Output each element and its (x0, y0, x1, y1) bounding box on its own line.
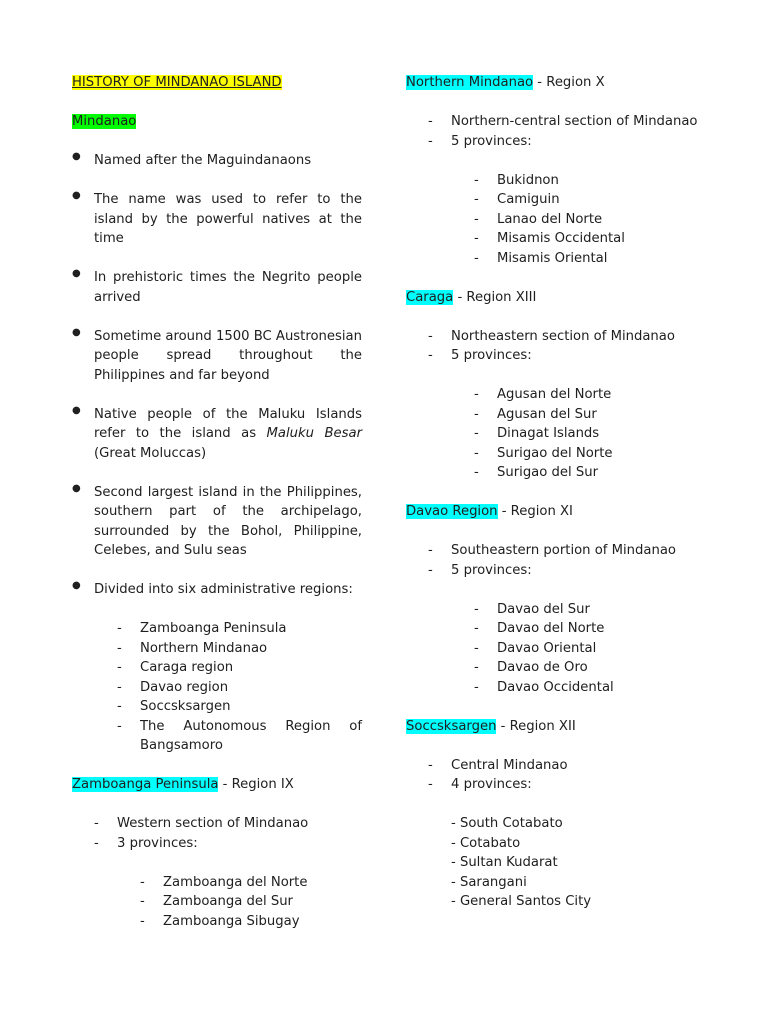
bullet-icon: ● (72, 326, 81, 338)
bullet-icon: ● (72, 151, 81, 162)
bullet-icon: ● (72, 190, 81, 201)
province-item: - Davao Oriental (474, 640, 597, 656)
region-heading-caraga: Caraga - Region XIII (406, 289, 537, 305)
region-desc: - Western section of Mindanao (94, 816, 309, 831)
region-item: - Northern Mindanao (117, 640, 268, 656)
region-desc: - Southeastern portion of Mindanao (428, 543, 676, 558)
italic-term: Maluku Besar (266, 426, 362, 441)
province-item: - Bukidnon (474, 172, 559, 188)
region-heading-davao: Davao Region - Region XI (406, 504, 573, 519)
province-count: - 4 provinces: (428, 777, 532, 792)
province-count: - 5 provinces: (428, 133, 532, 149)
bullet-icon: ● (72, 482, 81, 494)
bullet-item: ● Native people of the Maluku Islands refer to the island as Maluku Besar (Great Moluccas) (72, 405, 362, 464)
region-item: - Caraga region (117, 660, 234, 675)
document-title: HISTORY OF MINDANAO ISLAND (72, 75, 282, 90)
province-count: - 3 provinces: (94, 835, 198, 851)
province-item: - Surigao del Sur (474, 465, 599, 480)
bullet-icon: ● (72, 268, 81, 279)
region-item: - Zamboanga Peninsula (117, 621, 287, 636)
bullet-item: ● Named after the Maguindanaons (72, 151, 362, 171)
bullet-icon: ● (72, 580, 81, 591)
section-title-mindanao: Mindanao (72, 114, 137, 129)
region-item: - The Autonomous Region of Bangsamoro (117, 718, 362, 753)
bullet-item: ● Sometime around 1500 BC Austronesian people spread throughout the Philippines and far beyond (72, 327, 362, 386)
region-heading-northern: Northern Mindanao - Region X (406, 75, 605, 90)
province-item: - Sultan Kudarat (451, 855, 558, 870)
region-desc: - Northeastern section of Mindanao (428, 328, 675, 344)
province-count: - 5 provinces: (428, 348, 532, 363)
province-item: - Zamboanga del Sur (140, 894, 293, 909)
region-item: - Davao region (117, 679, 229, 695)
bullet-item: ● In prehistoric times the Negrito people arrived (72, 268, 362, 307)
province-item: - Davao de Oro (474, 660, 588, 675)
bullet-icon: ● (72, 404, 81, 416)
province-item: - Davao del Sur (474, 601, 590, 617)
region-desc: - Northern-central section of Mindanao (428, 114, 698, 129)
province-item: - Agusan del Norte (474, 387, 612, 402)
bullet-item: ● Second largest island in the Philippines, southern part of the archipelago, surrounded by the Bohol, Philippine, Celebes, and Sulu seas (72, 483, 362, 561)
region-desc: - Central Mindanao (428, 757, 568, 773)
province-item: - Lanao del Norte (474, 211, 603, 227)
province-item: - Surigao del Norte (474, 445, 613, 461)
province-item: - Misamis Oriental (474, 250, 608, 266)
bullet-item: ● Divided into six administrative regions: (72, 580, 362, 600)
province-item: - Davao del Norte (474, 621, 605, 636)
province-item: - General Santos City (451, 894, 592, 909)
province-item: - Davao Occidental (474, 679, 614, 695)
right-column (406, 73, 702, 912)
province-item: - Camiguin (474, 192, 560, 207)
province-item: - Zamboanga del Norte (140, 874, 308, 890)
region-heading-soccsksargen: Soccsksargen - Region XII (406, 718, 576, 734)
province-item: - Agusan del Sur (474, 406, 597, 422)
left-column (72, 73, 362, 931)
province-item: - Sarangani (451, 874, 527, 890)
region-heading-zamboanga: Zamboanga Peninsula - Region IX (72, 777, 294, 792)
province-item: - Misamis Occidental (474, 231, 625, 246)
province-item: - Cotabato (451, 835, 521, 851)
province-item: - South Cotabato (451, 816, 563, 831)
province-item: - Dinagat Islands (474, 426, 600, 441)
bullet-item: ● The name was used to refer to the island by the powerful natives at the time (72, 190, 362, 249)
province-item: - Zamboanga Sibugay (140, 913, 300, 929)
province-count: - 5 provinces: (428, 562, 532, 578)
region-item: - Soccsksargen (117, 699, 231, 714)
